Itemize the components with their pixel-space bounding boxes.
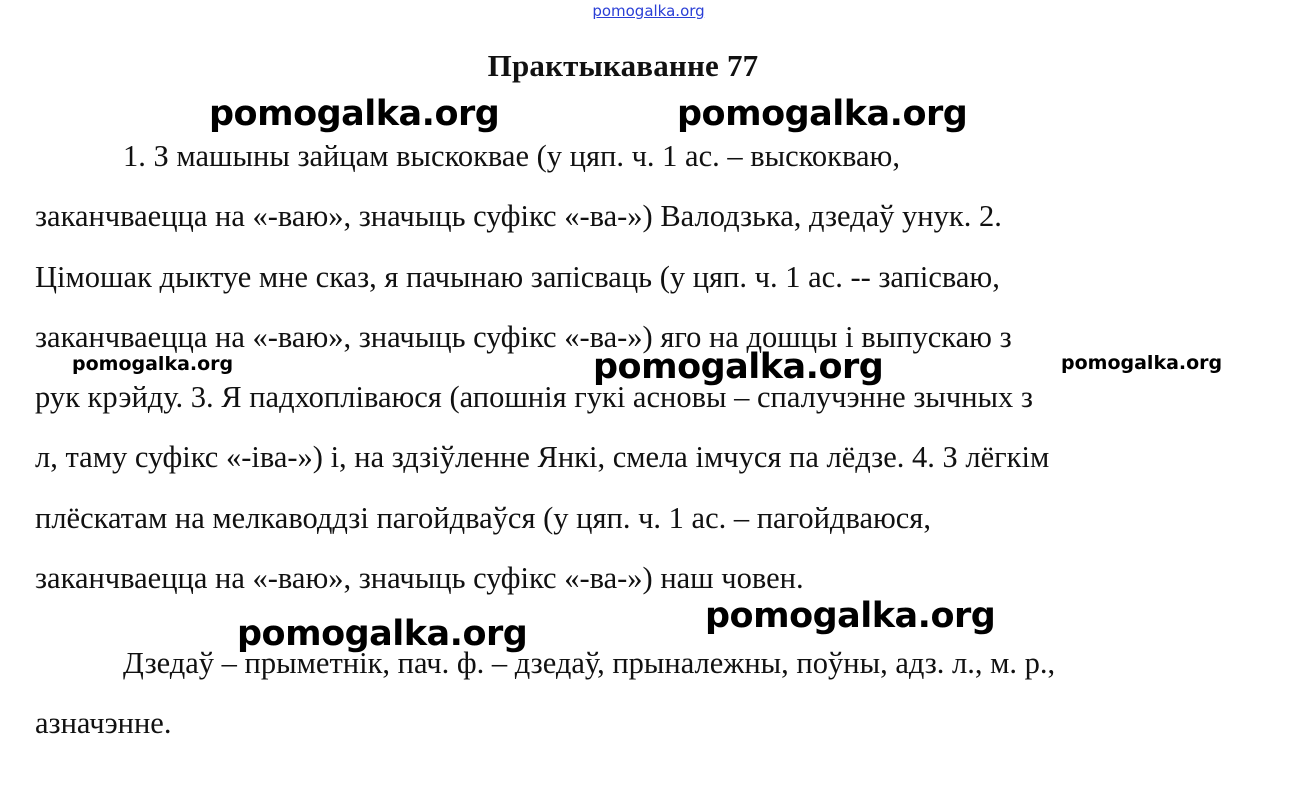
text-line: Дзедаў – прыметнік, пач. ф. – дзедаў, прыналежны, поўны, адз. л., м. р.,	[123, 646, 1056, 680]
watermark: pomogalka.org	[237, 614, 528, 654]
analysis-paragraph	[35, 633, 1235, 754]
watermark: pomogalka.org	[209, 94, 500, 134]
page-title: Практыкаванне 77	[487, 48, 759, 83]
text-line: плёскатам на мелкаводдзі пагойдваўся (у цяп. ч. 1 ас. – пагойдваюся,	[35, 500, 931, 535]
text-line: Цімошак дыктуе мне сказ, я пачынаю запісваць (у цяп. ч. 1 ас. -- запісваю,	[35, 259, 1000, 294]
watermark: pomogalka.org	[677, 94, 968, 134]
text-line: азначэнне.	[35, 706, 172, 741]
text-line: заканчваецца на «-ваю», значыць суфікс «-ва-») Валодзька, дзедаў унук. 2.	[35, 199, 1002, 234]
text-line: заканчваецца на «-ваю», значыць суфікс «-ва-») яго на дошцы і выпускаю з	[35, 319, 1012, 354]
text-line: л, таму суфікс «-іва-») і, на здзіўленне Янкі, смела імчуся па лёдзе. 4. З лёгкім	[35, 440, 1050, 475]
watermark: pomogalka.org	[1061, 352, 1223, 374]
text-line: 1. З машыны зайцам выскоквае (у цяп. ч. 1 ас. – выскокваю,	[123, 139, 900, 173]
text-line: заканчваецца на «-ваю», значыць суфікс «-ва-») наш човен.	[35, 561, 804, 596]
site-link[interactable]: pomogalka.org	[592, 2, 705, 20]
watermark: pomogalka.org	[705, 596, 996, 636]
watermark: pomogalka.org	[72, 353, 234, 375]
watermark: pomogalka.org	[593, 347, 884, 387]
text-line: рук крэйду. 3. Я падхопліваюся (апошнія гукі асновы – спалучэнне зычных з	[35, 380, 1033, 415]
